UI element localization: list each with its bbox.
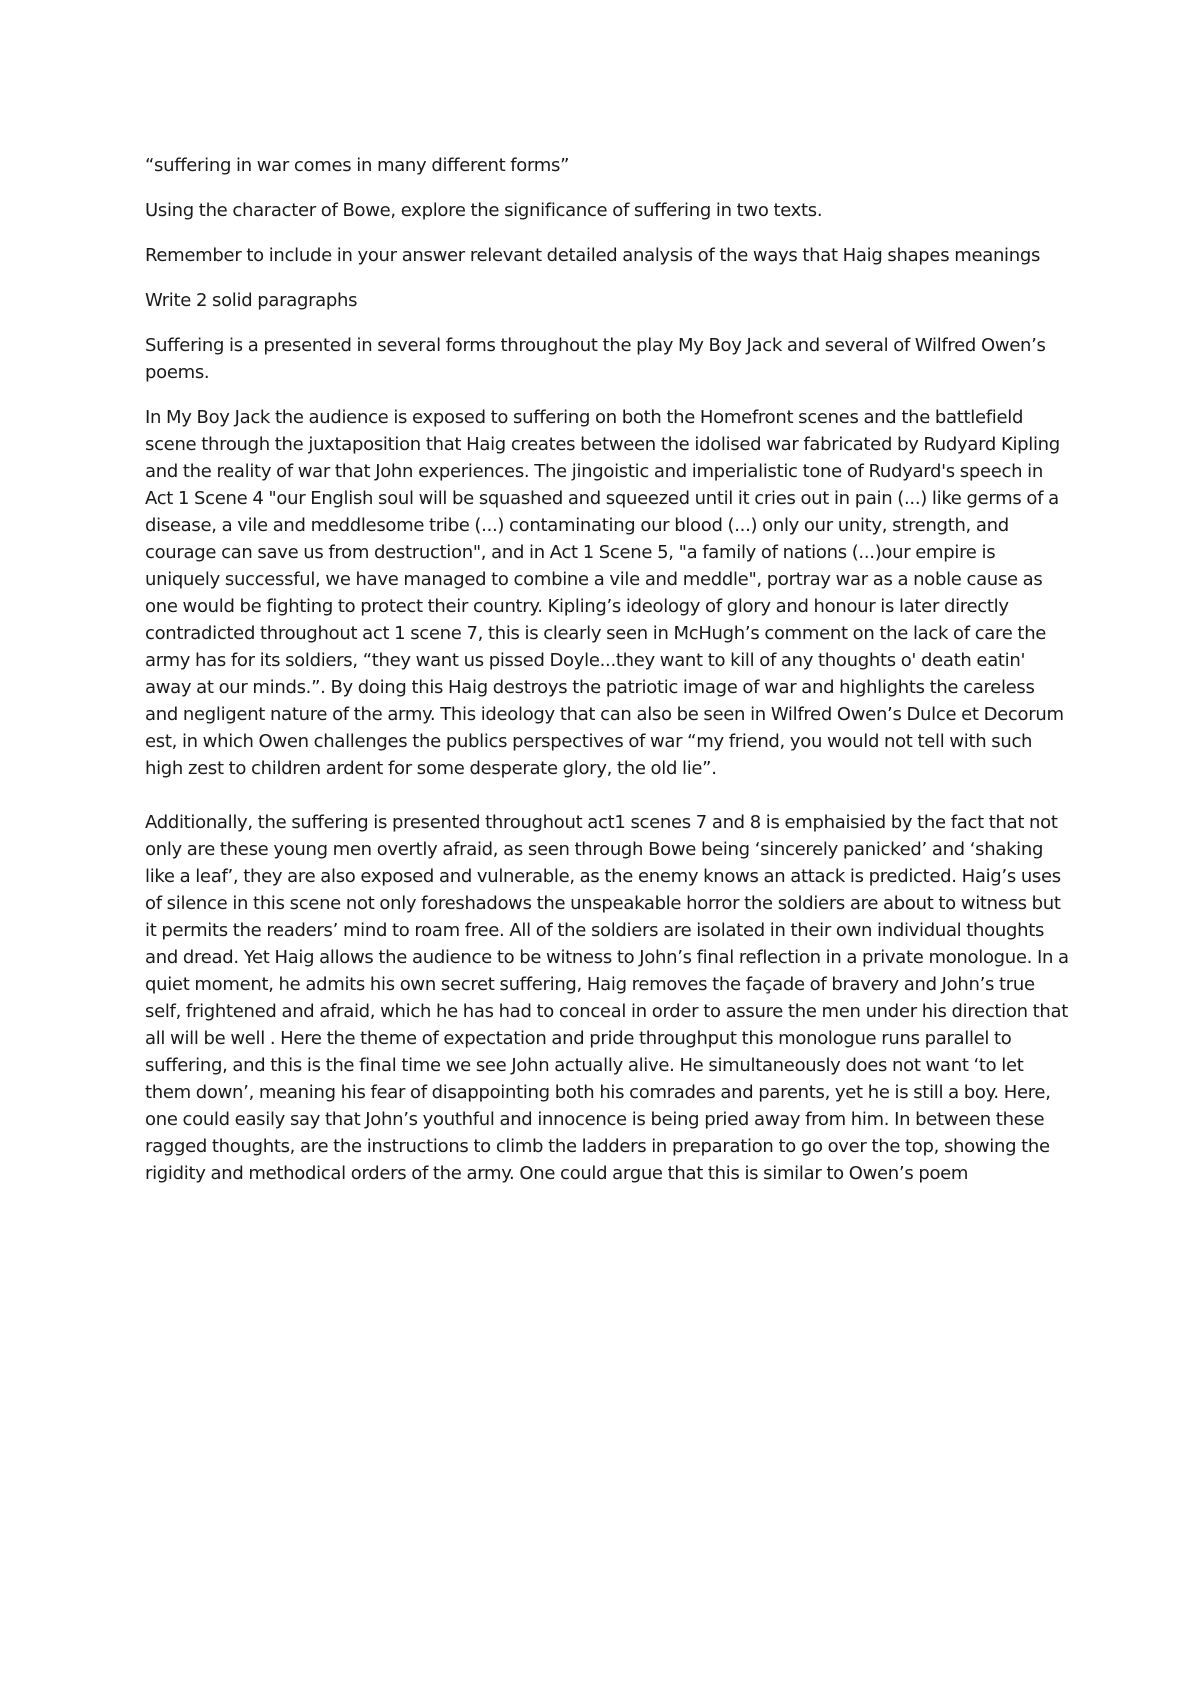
essay-instruction: Remember to include in your answer relevant detailed analysis of the ways that Haig shapes meanings <box>145 245 1041 266</box>
essay-quote-prompt: “suffering in war comes in many different forms” <box>145 155 570 176</box>
essay-paragraph-1: In My Boy Jack the audience is exposed to suffering on both the Homefront scenes and the battlefield scene through the juxtaposition that Haig creates between the idolised war fabricated by Rudyard Kipling and the reality of war that John experiences. The jingoistic and imperialistic tone of Rudyard's speech in Act 1 Scene 4 "our English soul will be squashed and squeezed until it cries out in pain (...) like germs of a disease, a vile and meddlesome tribe (...) contaminating our blood (...) only our unity, strength, and courage can save us from destruction", and in Act 1 Scene 5, "a family of nations (...)our empire is uniquely successful, we have managed to combine a vile and meddle", portray war as a noble cause as one would be fighting to protect their country. Kipling’s ideology of glory and honour is later directly contradicted throughout act 1 scene 7, this is clearly seen in McHugh’s comment on the lack of care the army has for its soldiers, “they want us pissed Doyle...they want to kill of any thoughts o' death eatin' away at our minds.”. By doing this Haig destroys the patriotic image of war and highlights the careless and negligent nature of the army. This ideology that can also be seen in Wilfred Owen’s Dulce et Decorum est, in which Owen challenges the publics perspectives of war “my friend, you would not tell with such high zest to children ardent for some desperate glory, the old lie”. <box>145 407 1064 779</box>
essay-question: Using the character of Bowe, explore the significance of suffering in two texts. <box>145 200 823 221</box>
essay-introduction: Suffering is a presented in several forms throughout the play My Boy Jack and several of Wilfred Owen’s poems. <box>145 335 1046 383</box>
essay-task: Write 2 solid paragraphs <box>145 290 358 311</box>
document-body <box>145 152 1070 1187</box>
essay-paragraph-2: Additionally, the suffering is presented throughout act1 scenes 7 and 8 is emphaisied by the fact that not only are these young men overtly afraid, as seen through Bowe being ‘sincerely panicked’ and ‘shaking like a leaf’, they are also exposed and vulnerable, as the enemy knows an attack is predicted. Haig’s uses of silence in this scene not only foreshadows the unspeakable horror the soldiers are about to witness but it permits the readers’ mind to roam free. All of the soldiers are isolated in their own individual thoughts and dread. Yet Haig allows the audience to be witness to John’s final reflection in a private monologue. In a quiet moment, he admits his own secret suffering, Haig removes the façade of bravery and John’s true self, frightened and afraid, which he has had to conceal in order to assure the men under his direction that all will be well . Here the theme of expectation and pride throughput this monologue runs parallel to suffering, and this is the final time we see John actually alive. He simultaneously does not want ‘to let them down’, meaning his fear of disappointing both his comrades and parents, yet he is still a boy. Here, one could easily say that John’s youthful and innocence is being pried away from him. In between these ragged thoughts, are the instructions to climb the ladders in preparation to go over the top, showing the rigidity and methodical orders of the army. One could argue that this is similar to Owen’s poem <box>145 812 1069 1184</box>
